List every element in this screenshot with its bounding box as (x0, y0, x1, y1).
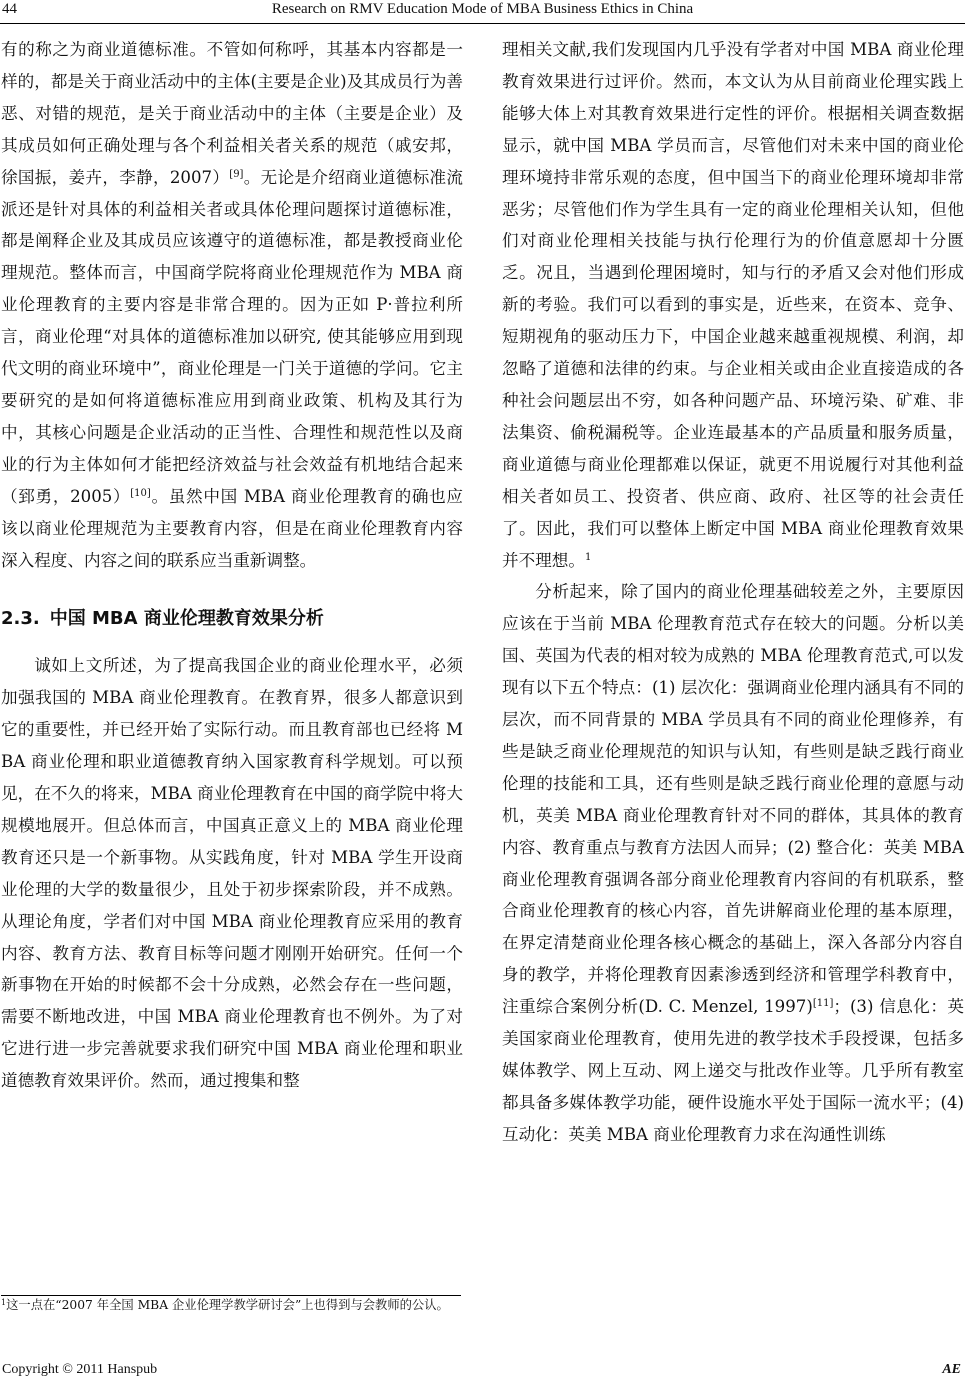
page-number: 44 (2, 1, 17, 17)
paragraph-effect-analysis: 诚如上文所述，为了提高我国企业的商业伦理水平，必须加强我国的 MBA 商业伦理教育。在教育界，很多人都意识到它的重要性，并已经开始了实际行动。而且教育部也已经将 MBA 商业伦理和职业道德教育纳入国家教育科学规划。可以预见，在不久的将来，MBA 商业伦理教育在中国的商学院中将大规模地展开。但总体而言，中国真正意义上的 MBA 商业伦理教育还只是一个新事物。从实践角度，针对 MBA 学生开设商业伦理的大学的数量很少，且处于初步探索阶段，并不成熟。从理论角度，学者们对中国 MBA 商业伦理教育应采用的教育内容、教育方法、教育目标等问题才刚刚开始研究。任何一个新事物在开始的时候都不会十分成熟，必然会存在一些问题，需要不断地改进，中国 MBA 商业伦理教育也不例外。为了对它进行进一步完善就要求我们研究中国 MBA 商业伦理和职业道德教育效果评价。然而，通过搜集和整 (1, 656, 463, 1091)
running-header (0, 0, 965, 22)
paragraph-paradigm (502, 576, 964, 1150)
paragraph-evaluation (502, 34, 964, 576)
paragraph-text: 分析起来，除了国内的商业伦理基础较差之外，主要原因应该在于当前 MBA 伦理教育范式存在较大的问题。分析以美国、英国为代表的相对较为成熟的 MBA 伦理教育范式,可以发现有以下五个特点：(1) 层次化：强调商业伦理内涵具有不同的层次，而不同背景的 MBA 学员具有不同的商业伦理修养，有些是缺乏商业伦理规范的知识与认知，有些则是缺乏践行商业伦理的技能和工具，还有些则是缺乏践行商业伦理的意愿与动机，英美 MBA 商业伦理教育针对不同的群体，其具体的教育内容、教育重点与教育方法因人而异；(2) 整合化：英美 MBA 商业伦理教育强调各部分商业伦理教育内容间的有机联系，整合商业伦理教育的核心内容，首先讲解商业伦理的基本原理，在界定清楚商业伦理各核心概念的基础上，深入各部分内容自身的教学，并将伦理教育因素渗透到经济和管理学科教育中，注重综合案例分析(D. C. Menzel, 1997) (502, 582, 964, 1017)
paragraph-text: 。无论是介绍商业道德标准流派还是针对具体的利益相关者或具体伦理问题探讨道德标准，都是阐释企业及其成员应该遵守的道德标准，都是教授商业伦理规范。整体而言，中国商学院将商业伦理规范作为 MBA 商业伦理教育的主要内容是非常合理的。因为正如 P·普拉利所言，商业伦理“对具体的道德标准加以研究, 使其能够应用到现代文明的商业环境中”，商业伦理是一门关于道德的学问。它主要研究的是如何将道德标准应用到商业政策、机构及其行为中，其核心问题是企业活动的正当性、合理性和规范性以及商业的行为主体如何才能把经济效益与社会效益有机地结合起来（郅勇，2005） (1, 167, 464, 506)
section-title: 中国 MBA 商业伦理教育效果分析 (49, 608, 324, 630)
footnote-ref: 1 (584, 551, 592, 563)
section-number: 2.3. (1, 608, 40, 630)
footnote-text: 这一点在“2007 年全国 MBA 企业伦理学教学研讨会”上也得到与会教师的公认。 (6, 1298, 449, 1312)
paragraph-standards (1, 34, 463, 576)
footnote-mark: 1 (1, 1298, 7, 1307)
paragraph-text: 。虽然中国 MBA 商业伦理教育的确也应该以商业伦理规范为主要教育内容，但是在商业伦理教育内容深入程度、内容之间的联系应当重新调整。 (1, 486, 463, 570)
citation-ref: [10] (130, 487, 151, 499)
running-title: Research on RMV Education Mode of MBA Business Ethics in China (271, 1, 694, 17)
right-column (502, 34, 964, 1151)
paragraph-text: ；(3) 信息化：英美国家商业伦理教育，使用先进的教学技术手段授课，包括多媒体教学、网上互动、网上递交与批改作业等。几乎所有教室都具备多媒体教学功能，硬件设施水平处于国际一流水平；(4) 互动化：英美 MBA 商业伦理教育力求在沟通性训练 (502, 997, 965, 1144)
footnote (1, 1297, 461, 1314)
paragraph-text: 有的称之为商业道德标准。不管如何称呼，其基本内容都是一样的，都是关于商业活动中的主体(主要是企业)及其成员行为善恶、对错的规范，是关于商业活动中的主体（主要是企业）及其成员如何正确处理与各个利益相关者关系的规范（戚安邦，徐国振，姜卉，李静，2007） (1, 40, 463, 187)
header-rule (0, 23, 965, 24)
journal-abbrev: AE (942, 1362, 961, 1377)
citation-ref: [9] (229, 168, 244, 180)
copyright-notice: Copyright © 2011 Hanspub (2, 1362, 158, 1377)
citation-ref: [11] (812, 998, 834, 1010)
page-footer (0, 1362, 965, 1382)
paragraph-text: 理相关文献,我们发现国内几乎没有学者对中国 MBA 商业伦理教育效果进行过评价。然而，本文认为从目前商业伦理实践上能够大体上对其教育效果进行定性的评价。根据相关调查数据显示，就中国 MBA 学员而言，尽管他们对未来中国的商业伦理环境持非常乐观的态度，但中国当下的商业伦理环境却非常恶劣；尽管他们作为学生具有一定的商业伦理相关认知，但他们对商业伦理相关技能与执行伦理行为的价值意愿却十分匮乏。况且，当遇到伦理困境时，知与行的矛盾又会对他们形成新的考验。我们可以看到的事实是，近些来，在资本、竞争、短期视角的驱动压力下，中国企业越来越重视规模、利润，却忽略了道德和法律的约束。与企业相关或由企业直接造成的各种社会问题层出不穷，如各种问题产品、环境污染、矿难、非法集资、偷税漏税等。企业连最基本的产品质量和服务质量，商业道德与商业伦理都难以保证，就更不用说履行对其他利益相关者如员工、投资者、供应商、政府、社区等的社会责任了。因此，我们可以整体上断定中国 MBA 商业伦理教育效果并不理想。 (502, 40, 964, 570)
section-heading (1, 604, 463, 634)
left-column (1, 34, 463, 1097)
footnote-rule (1, 1295, 461, 1296)
